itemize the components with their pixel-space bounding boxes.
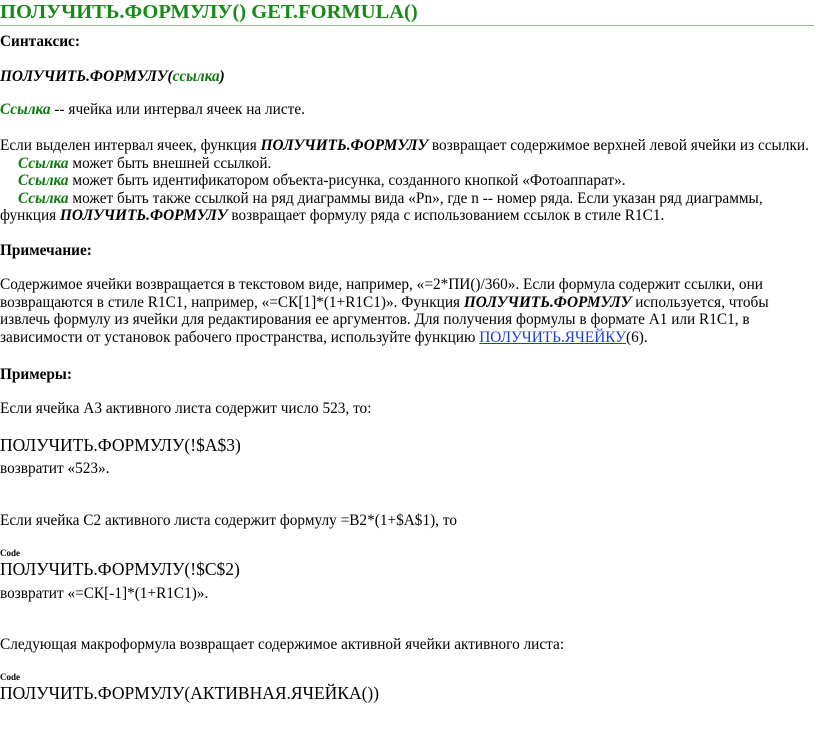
param-desc: -- ячейка или интервал ячеек на листе. bbox=[50, 101, 305, 118]
desc-line-3: Ссылка может быть идентификатором объекта-рисунка, созданного кнопкой «Фотоаппарат». bbox=[18, 172, 626, 189]
examples-heading: Примеры: bbox=[0, 366, 72, 383]
note-heading: Примечание: bbox=[0, 242, 92, 259]
example-1-formula: ПОЛУЧИТЬ.ФОРМУЛУ(!$A$3) bbox=[0, 435, 241, 455]
example-1-text: Если ячейка A3 активного листа содержит число 523, то: bbox=[0, 400, 372, 417]
syntax-function: ПОЛУЧИТЬ.ФОРМУЛУ( bbox=[0, 68, 173, 85]
note-block bbox=[0, 276, 769, 346]
code-label: Code bbox=[0, 672, 20, 682]
syntax-argument: ссылка bbox=[172, 68, 220, 85]
note-line-2: возвращаются в стиле R1C1, например, «=СК[1]*(1+R1C1)». Функция ПОЛУЧИТЬ.ФОРМУЛУ используется, чтобы bbox=[0, 293, 769, 311]
desc-line-4: Ссылка может быть также ссылкой на ряд диаграммы вида «Pn», где n -- номер ряда. Если указан ряд диаграммы, bbox=[18, 189, 763, 207]
syntax-line bbox=[0, 68, 225, 86]
note-line-4: зависимости от установок рабочего пространства, используйте функцию ПОЛУЧИТЬ.ЯЧЕЙКУ(6). bbox=[0, 328, 648, 346]
get-cell-link[interactable]: ПОЛУЧИТЬ.ЯЧЕЙКУ bbox=[479, 328, 626, 346]
syntax-close: ) bbox=[219, 68, 225, 85]
description-block bbox=[0, 137, 809, 225]
example-2-text: Если ячейка C2 активного листа содержит формулу =B2*(1+$A$1), то bbox=[0, 512, 457, 529]
desc-line-2: Ссылка может быть внешней ссылкой. bbox=[18, 154, 272, 172]
example-1-result: возвратит «523». bbox=[0, 460, 110, 477]
syntax-heading: Синтаксис: bbox=[0, 33, 80, 50]
param-line bbox=[0, 101, 305, 119]
desc-line-5: функция ПОЛУЧИТЬ.ФОРМУЛУ возвращает формулу ряда с использованием ссылок в стиле R1C1. bbox=[0, 207, 665, 224]
example-2-result: возвратит «=СК[-1]*(1+R1C1)». bbox=[0, 585, 209, 602]
code-label: Code bbox=[0, 548, 20, 558]
example-3-text: Следующая макроформула возвращает содержимое активной ячейки активного листа: bbox=[0, 636, 565, 653]
example-2-formula: ПОЛУЧИТЬ.ФОРМУЛУ(!$C$2) bbox=[0, 559, 240, 579]
desc-line-1: Если выделен интервал ячеек, функция ПОЛУЧИТЬ.ФОРМУЛУ возвращает содержимое верхней левой ячейки из ссылки. bbox=[0, 137, 809, 154]
param-name: Ссылка bbox=[0, 101, 51, 118]
example-3-formula: ПОЛУЧИТЬ.ФОРМУЛУ(АКТИВНАЯ.ЯЧЕЙКА()) bbox=[0, 683, 380, 703]
page-title: ПОЛУЧИТЬ.ФОРМУЛУ() GET.FORMULA() bbox=[0, 1, 814, 26]
note-line-1: Содержимое ячейки возвращается в текстовом виде, например, «=2*ПИ()/360». Если формула содержит ссылки, они bbox=[0, 276, 763, 293]
note-line-3: извлечь формулу из ячейки для редактирования ее аргументов. Для получения формулы в формате A1 или R1C1, в bbox=[0, 311, 750, 328]
